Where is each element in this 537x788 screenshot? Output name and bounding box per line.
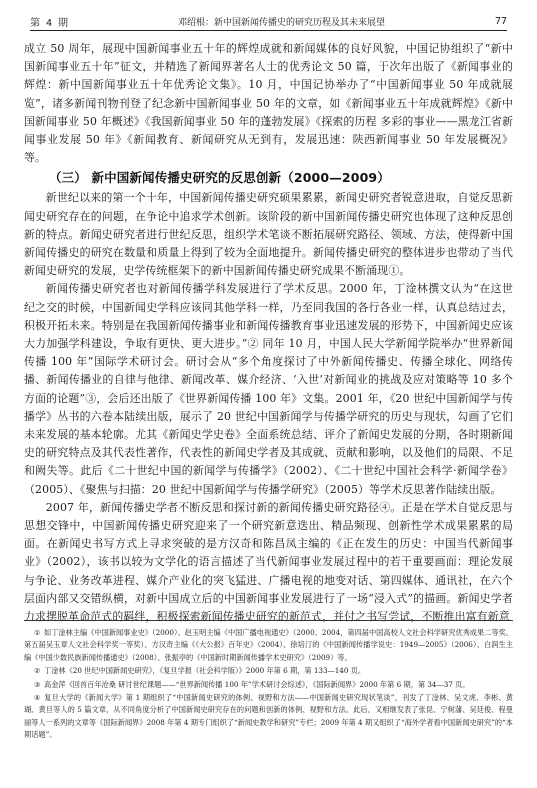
footnote-text: 高金萍《回首百年沧桑 研讨世纪课题——“世界新闻传播 100 年”学术研讨会综述》，《国际新闻界》2000 年第 6 期，第 34—37 页。 [44,679,470,689]
footnote-4 [24,692,513,742]
footnote-marker: ④ [34,693,41,703]
issue-label: 第 4 期 [30,17,69,29]
paragraph-2: 新闻传播史研究者也对新闻传播学科发展进行了学术反思。2000 年，丁淦林撰文认为“在这世纪之交的时候，中国新闻史学科应该同其他学科一样，乃至同我国的各行各业一样，认真总结过去，积极开拓未来。特别是在我国新闻传播事业和新闻传播教育事业迅速发展的形势下，中国新闻史应该大力加强学科建设，争取有更快、更大进步。”② 同年 10 月，中国人民大学新闻学院举办“世界新闻传播 100 年”国际学术研讨会。研讨会从“多个角度探讨了中外新闻传播史、传播全球化、网络传播、新闻传播业的自律与他律、新闻改革、媒介经济、‘入世’对新闻业的挑战及应对策略等 10 多个方面的论题”③，会后还出版了《世界新闻传播 100 年》文集。2001 年，《20 世纪中国新闻学与传播学》丛书的六卷本陆续出版，展示了 20 世纪中国新闻学与传播学研究的历史与现状，勾画了它们未来发展的基本轮廓。尤其《新闻史学史卷》全面系统总结、评介了新闻史发展的分期，各时期新闻史的研究特点及其代表性著作，代表性的新闻史学者及其成就、贡献和影响，以及他们的局限、不足和阙失等。此后《二十世纪中国的新闻学与传播学》（2002）、《二十世纪中国社会科学·新闻学卷》（2005）、《聚焦与扫描：20 世纪中国新闻学与传播学研究》（2005）等学术反思著作陆续出版。 [24,282,513,496]
footnotes [24,620,513,743]
footnote-marker: ② [34,666,41,676]
paragraph-continued: 成立 50 周年，展现中国新闻事业五十年的辉煌成就和新闻媒体的良好风貌，中国记协组织了“新中国新闻事业五十年”征文，并精选了新闻界著名人士的优秀论文 50 篇，于次年出版了《新闻事业的辉煌：新中国新闻事业五十年优秀论文集》。10 月，中国记协举办了“中国新闻事业 50 年成就展览”，诸多新闻刊物刊登了纪念新中国新闻事业 50 年的文章，如《新闻事业五十年成就辉煌》《新中国新闻事业 50 年概述》《我国新闻事业 50 年的蓬勃发展》《探索的历程 多彩的事业——黑龙江省新闻事业发展 50 年》《新闻教育、新闻研究从无到有，发展迅速：陕西新闻事业 50 年发展概况》等。 [24,42,513,165]
paragraph-1: 新世纪以来的第一个十年，中国新闻传播史研究硕果累累，新闻史研究者锐意进取，自觉反思新闻史研究存在的问题，在争论中追求学术创新。该阶段的新中国新闻传播史研究也体现了这种反思创新的特点。新闻史研究者进行世纪反思，组织学术笔谈不断拓展研究路径、领域、方法，使得新中国新闻传播史的研究在数量和质量上得到了较为全面地提升。新闻传播史研究的整体进步也带动了当代新闻史研究的发展，史学传统框架下的新中国新闻传播史研究成果不断涌现①。 [24,191,513,278]
section-heading: （三） 新中国新闻传播史研究的反思创新（2000—2009） [49,170,390,186]
footnote-1 [24,627,513,664]
page-number: 77 [494,15,507,27]
running-title: 邓绍根：新中国新闻传播史的研究历程及其未来展望 [178,17,386,28]
main-text [24,40,513,626]
footnote-2 [24,665,513,677]
footnote-marker: ① [34,628,41,637]
footnote-3 [24,679,513,691]
paragraph-3: 2007 年，新闻传播史学者不断反思和探讨新的新闻传播史研究路径④。正是在学术自觉反思与思想交锋中，中国新闻传播史研究迎来了一个研究新意迭出、精品频现、创新性学术成果累累的局面。在新闻史书写方式上寻求突破的是方汉奇和陈昌凤主编的《正在发生的历史：中国当代新闻事业》（2002），该书以较为文学化的语言描述了当代新闻事业发展过程中的若干重要画面：理论发展与争论、业务改革进程、媒介产业化的突飞猛进、广播电视的地变对话、第四媒体、通讯社，在六个层面内部又交错纵横，对新中国成立后的中国新闻事业发展进行了一场“浸入式”的描画。新闻史学者力求摆脱革命范式的羁绊，积极探索新闻传播史研究的新范式，并付之书写尝试，不断推出富有新意 [24,500,513,624]
footnote-text: 丁淦林《20 世纪中国新闻史研究》，《复旦学报（社会科学版）》2000 年第 6 期，第 133—140 页。 [44,666,366,676]
footnote-marker: ③ [34,679,41,689]
running-header [30,12,507,31]
footnote-text: 如丁淦林主编《中国新闻事业史》（2000）、赵玉明主编《中国广播电视通史》（2000、2004，第四届中国高校人文社会科学研究优秀成果二等奖、第五届吴玉章人文社会科学奖一等奖）、方汉奇主编《《大公报》百年史》（2004）、徐培汀的《中国新闻传播学说史：1949—2005》（2006）、白润生主编《中国少数民族新闻传播通史》（2008）、张振亭的《中国新时期新闻传播学术史研究》（2009）等。 [24,628,513,662]
footnote-text: 复旦大学的《新闻大学》第 1 期组织了“中国新闻史研究的体例、视野和方法——中国新闻史研究现状笔谈”，刊发了丁淦林、吴文虎、李彬、黄瑚、黄旦等人的 5 篇文章，从不同角度分析了中国新闻史研究存在的问题和创新的体例、视野和方法。此后，又相继发表了张昆、宁树藩、吴廷俊、程曼丽等人一系列的文章等《国际新闻界》2008 年第 4 期专门组织了“新闻史教学和研究”专栏；2009 年第 4 期又组织了“海外学者看中国新闻史研究”的“本期话题”。 [24,693,513,740]
